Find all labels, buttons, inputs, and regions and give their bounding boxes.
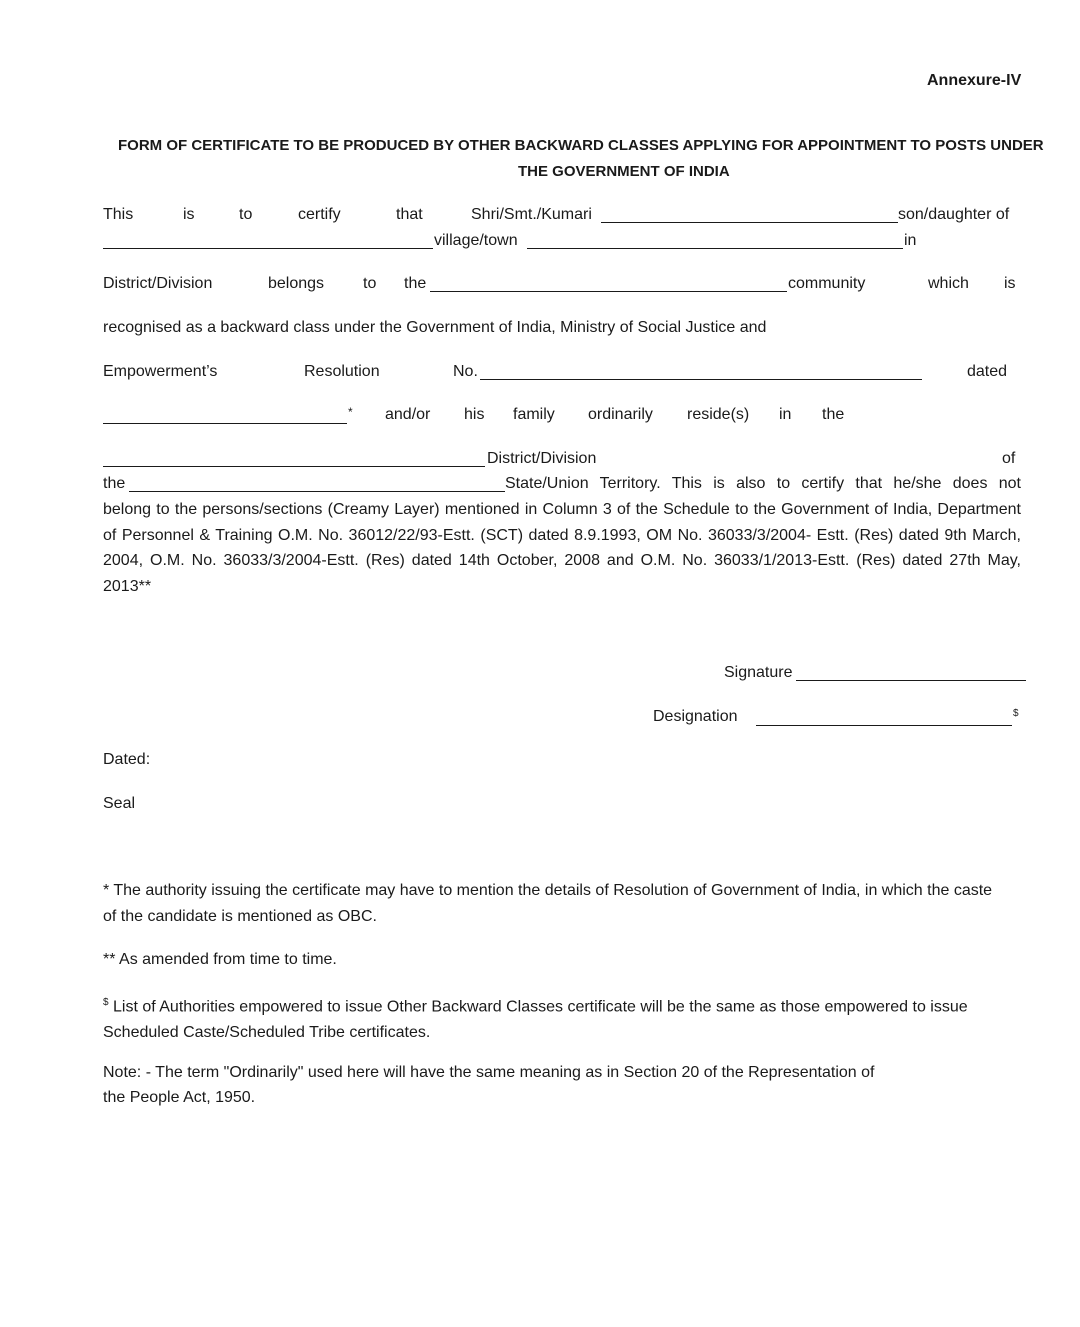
dated-word: dated xyxy=(967,363,1008,380)
word-resides: reside(s) xyxy=(687,406,750,423)
word-the-3: the xyxy=(103,475,126,492)
village-town-label: village/town xyxy=(434,232,518,249)
asterisk-mark: * xyxy=(348,405,353,419)
footnote-dollar-mark: $ xyxy=(103,997,109,1008)
footnote-dollar xyxy=(103,990,1023,1045)
creamy-layer-paragraph: belong to the persons/sections (Creamy Layer) mentioned in Column 3 of the Schedule to the Government of India, Department of Personnel & Training O.M. No. 36012/22/93-Estt. (SCT) dated 8.9.1993, OM No. 36033/3/2004- Estt. (Res) dated 9th March, 2004, O.M. No. 36033/3/2004-Estt. (Res) dated 14th October, 2008 and O.M. No. 36033/1/2013-Estt. (Res) dated 27th May, 2013** xyxy=(103,501,1021,595)
word-ordinarily: ordinarily xyxy=(588,406,653,423)
son-daughter-of-label: son/daughter of xyxy=(898,206,1010,223)
word-family: family xyxy=(513,406,555,423)
word-is-2: is xyxy=(1004,275,1016,292)
community-blank-line[interactable] xyxy=(430,291,787,292)
annexure-label: Annexure-IV xyxy=(927,72,1022,89)
name-blank-line[interactable] xyxy=(601,222,898,223)
word-his: his xyxy=(464,406,485,423)
state-ut-text: State/Union Territory. This is also to certify that he/she does not xyxy=(505,475,1021,492)
word-is: is xyxy=(183,206,195,223)
resolution-date-blank-line[interactable] xyxy=(103,423,347,424)
form-title-line-2: THE GOVERNMENT OF INDIA xyxy=(518,163,730,180)
signature-label: Signature xyxy=(724,664,793,681)
note-line-2: the People Act, 1950. xyxy=(103,1089,256,1106)
district-division-label: District/Division xyxy=(103,275,213,292)
word-the-2: the xyxy=(822,406,845,423)
word-to-2: to xyxy=(363,275,377,292)
recognised-text: recognised as a backward class under the Government of India, Ministry of Social Justice and xyxy=(103,319,767,336)
word-and-or: and/or xyxy=(385,406,431,423)
word-in: in xyxy=(904,232,917,249)
community-label: community xyxy=(788,275,866,292)
word-this: This xyxy=(103,206,134,223)
signature-blank-line[interactable] xyxy=(796,680,1026,681)
resolution-number-blank-line[interactable] xyxy=(480,379,922,380)
word-certify: certify xyxy=(298,206,341,223)
dated-label: Dated: xyxy=(103,751,151,768)
word-the: the xyxy=(404,275,427,292)
number-label: No. xyxy=(453,363,478,380)
designation-label: Designation xyxy=(653,708,738,725)
village-blank-line[interactable] xyxy=(527,248,903,249)
form-title-line-1: FORM OF CERTIFICATE TO BE PRODUCED BY OTHER BACKWARD CLASSES APPLYING FOR APPOINTMENT TO POSTS UNDER xyxy=(118,137,1044,154)
empowerment-label: Empowerment’s xyxy=(103,363,218,380)
word-to: to xyxy=(239,206,253,223)
seal-label: Seal xyxy=(103,795,136,812)
shri-smt-kumari-label: Shri/Smt./Kumari xyxy=(471,206,592,223)
father-name-blank-line[interactable] xyxy=(103,248,433,249)
word-in-2: in xyxy=(779,406,792,423)
district-division-label-2: District/Division xyxy=(487,450,597,467)
word-belongs: belongs xyxy=(268,275,325,292)
word-of: of xyxy=(1002,450,1016,467)
footnote-asterisk: * The authority issuing the certificate may have to mention the details of Resolution of Government of India, in which the caste of the candidate is mentioned as OBC. xyxy=(103,882,993,925)
note-line-1: Note: - The term "Ordinarily" used here will have the same meaning as in Section 20 of the Representation of xyxy=(103,1064,875,1081)
word-which: which xyxy=(928,275,969,292)
word-that: that xyxy=(396,206,423,223)
footnote-dollar-text: List of Authorities empowered to issue Other Backward Classes certificate will be the same as those empowered to issue Scheduled Caste/Scheduled Tribe certificates. xyxy=(103,998,968,1041)
designation-dollar-mark: $ xyxy=(1013,708,1019,719)
residence-district-blank-line[interactable] xyxy=(103,466,485,467)
resolution-label: Resolution xyxy=(304,363,380,380)
footnote-double-asterisk: ** As amended from time to time. xyxy=(103,951,337,968)
designation-blank-line[interactable] xyxy=(756,725,1012,726)
state-blank-line[interactable] xyxy=(129,491,505,492)
